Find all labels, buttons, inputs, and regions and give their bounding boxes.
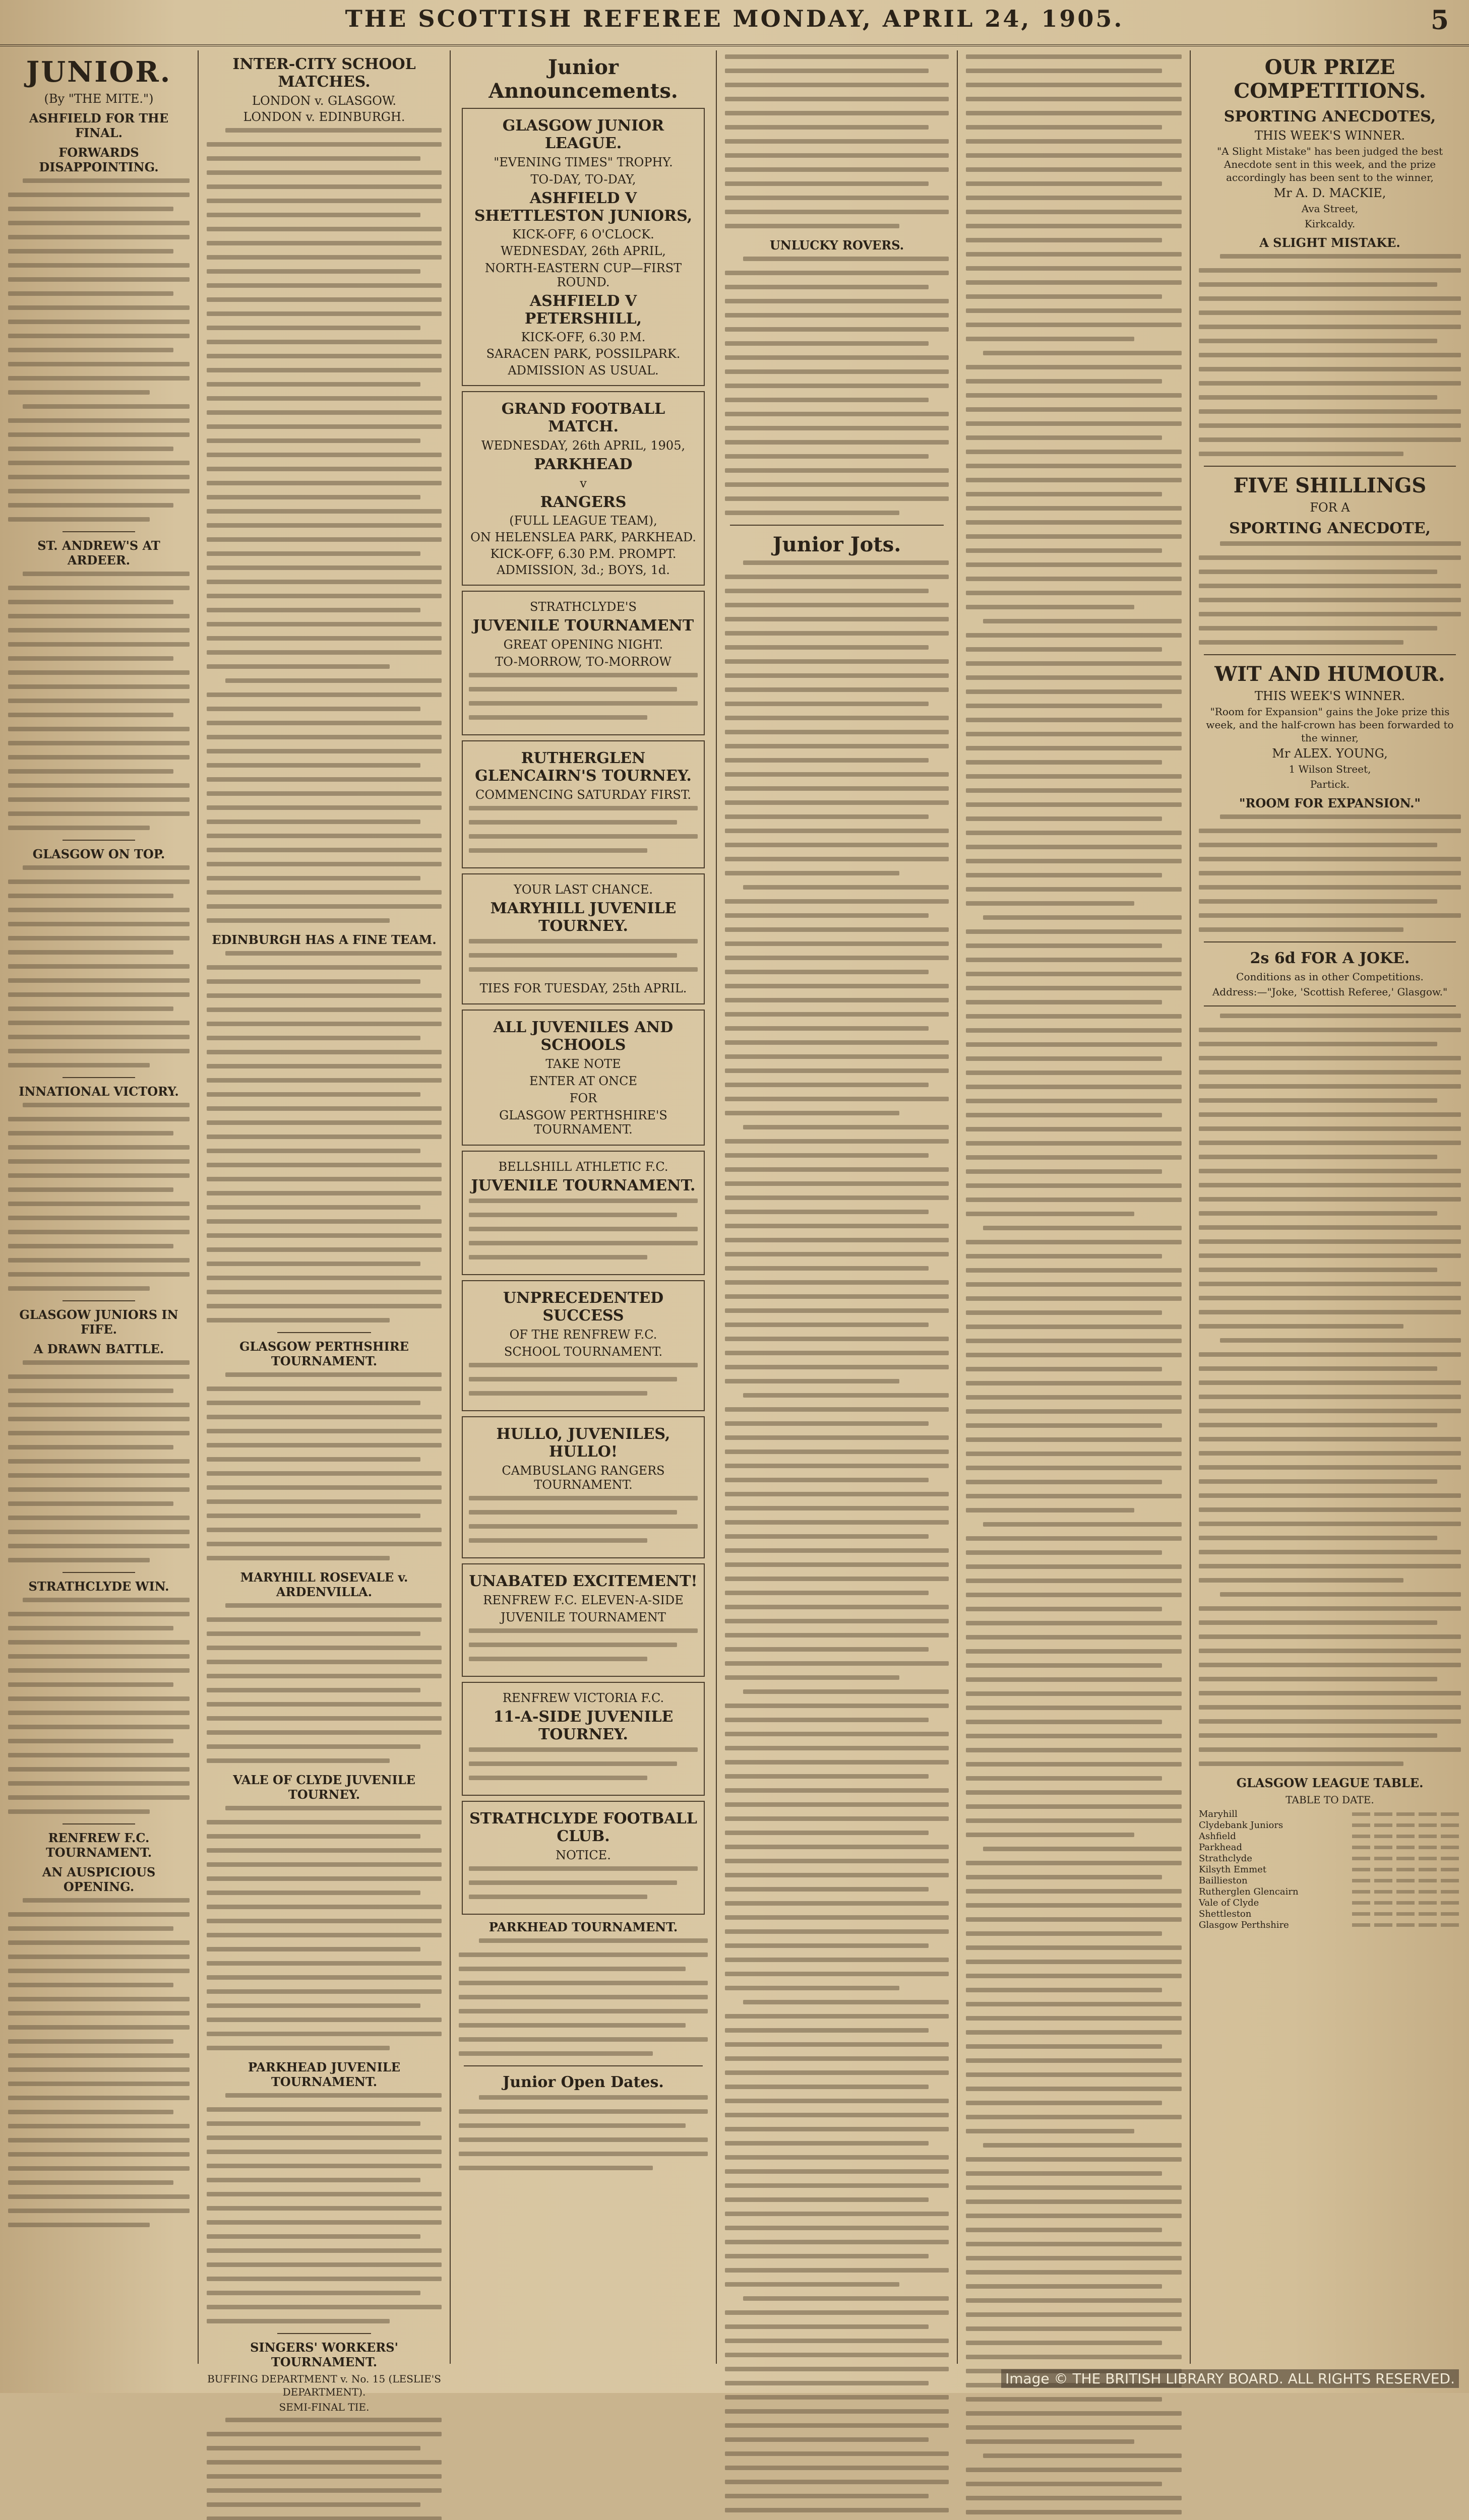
winner-address: Ava Street,	[1301, 203, 1359, 215]
table-cell	[1352, 1923, 1370, 1927]
table-cell	[1396, 1912, 1415, 1916]
advert-line: v	[580, 476, 587, 490]
table-cell	[1374, 1868, 1392, 1871]
advert-title: JUVENILE TOURNAMENT.	[471, 1177, 696, 1194]
subheading: LONDON v. EDINBURGH.	[243, 110, 405, 124]
subheading: STRATHCLYDE WIN.	[28, 1579, 169, 1594]
advert-line: ENTER AT ONCE	[529, 1074, 637, 1088]
table-cell	[1352, 1835, 1370, 1838]
article-text	[207, 951, 442, 1322]
article-text	[207, 1372, 442, 1560]
article-text	[8, 865, 190, 1067]
column-4	[717, 50, 957, 2364]
table-cell	[1396, 1812, 1415, 1816]
team-name: Parkhead	[1199, 1842, 1243, 1853]
advert-line: SCHOOL TOURNAMENT.	[504, 1345, 663, 1359]
subheading: A DRAWN BATTLE.	[33, 1342, 164, 1356]
table-cell	[1419, 1868, 1437, 1871]
subheading: ASHFIELD FOR THE FINAL.	[29, 111, 169, 140]
subheading: GLASGOW JUNIORS IN FIFE.	[19, 1307, 178, 1337]
advert-strathclyde-tournament	[462, 591, 705, 735]
advert-line: TAKE NOTE	[545, 1057, 621, 1071]
column-5	[958, 50, 1190, 2364]
winner-address: 1 Wilson Street,	[1289, 763, 1371, 775]
winner-name: Mr ALEX. YOUNG,	[1272, 746, 1388, 761]
subheading: SINGERS' WORKERS' TOURNAMENT.	[250, 2340, 398, 2369]
article-text	[459, 2095, 708, 2170]
advert-line: RENFREW F.C. ELEVEN-A-SIDE	[483, 1593, 684, 1607]
subheading: SPORTING ANECDOTE,	[1229, 520, 1431, 537]
story-title: "ROOM FOR EXPANSION."	[1239, 796, 1421, 810]
advert-title: UNABATED EXCITEMENT!	[469, 1572, 698, 1590]
article-text	[8, 1360, 190, 1562]
table-row	[1199, 1897, 1461, 1908]
advert-line: RENFREW VICTORIA F.C.	[502, 1691, 664, 1705]
table-cell	[1396, 1890, 1415, 1894]
advert-maryhill-juvenile	[462, 873, 705, 1004]
advert-line: GLASGOW PERTHSHIRE'S TOURNAMENT.	[499, 1108, 667, 1137]
table-cell	[1352, 1912, 1370, 1916]
advert-title: ALL JUVENILES AND SCHOOLS	[493, 1019, 674, 1054]
table-row	[1199, 1831, 1461, 1842]
advert-line: NOTICE.	[556, 1848, 611, 1862]
team-name: Shettleston	[1199, 1908, 1252, 1919]
table-row	[1199, 1864, 1461, 1875]
subheading: UNLUCKY ROVERS.	[769, 238, 904, 253]
table-row	[1199, 1908, 1461, 1919]
article-text	[459, 1938, 708, 2056]
table-cell	[1352, 1846, 1370, 1849]
article-text	[8, 178, 190, 522]
advert-glasgow-junior-league	[462, 108, 705, 386]
advert-line: RANGERS	[540, 493, 627, 511]
subheading: VALE OF CLYDE JUVENILE TOURNEY.	[233, 1773, 415, 1802]
advert-line: KICK-OFF, 6.30 P.M.	[521, 330, 646, 344]
advert-line: ADMISSION, 3d.; BOYS, 1d.	[497, 563, 670, 577]
article-text	[207, 1603, 442, 1763]
advert-line: (FULL LEAGUE TEAM),	[509, 514, 657, 528]
advert-bellshill-athletic	[462, 1151, 705, 1275]
subheading: THIS WEEK'S WINNER.	[1254, 689, 1405, 703]
table-cell	[1441, 1879, 1459, 1882]
subheading: Junior Open Dates.	[503, 2073, 664, 2091]
advert-line: WEDNESDAY, 26th APRIL, 1905,	[481, 438, 686, 453]
advert-title: MARYHILL JUVENILE TOURNEY.	[490, 900, 677, 935]
page-number: 5	[1430, 5, 1449, 36]
article-text	[966, 54, 1182, 2520]
article-text	[207, 128, 442, 923]
winner-name: Mr A. D. MACKIE,	[1273, 186, 1386, 200]
winner-text: "A Slight Mistake" has been judged the best Anecdote sent in this week, and the prize accordingly has been sent to the winner,	[1216, 145, 1443, 183]
column-6-prize-competitions	[1191, 50, 1469, 2364]
advert-line: PARKHEAD	[534, 456, 633, 473]
table-cell	[1374, 1912, 1392, 1916]
advert-strathclyde-fc	[462, 1801, 705, 1915]
story-title: A SLIGHT MISTAKE.	[1259, 235, 1400, 250]
subheading: PARKHEAD JUVENILE TOURNAMENT.	[248, 2060, 400, 2089]
column-3-announcements	[451, 50, 716, 2364]
advert-renfrew-victoria	[462, 1682, 705, 1796]
table-row	[1199, 1875, 1461, 1886]
table-cell	[1352, 1868, 1370, 1871]
advert-grand-football-match	[462, 391, 705, 586]
table-cell	[1419, 1835, 1437, 1838]
article-text	[1199, 541, 1461, 645]
advert-line: OF THE RENFREW F.C.	[509, 1328, 657, 1342]
subheading: MARYHILL ROSEVALE v. ARDENVILLA.	[240, 1570, 408, 1599]
advert-title: 11-A-SIDE JUVENILE TOURNEY.	[493, 1708, 674, 1743]
advert-line: SARACEN PARK, POSSILPARK.	[486, 347, 681, 361]
winner-text: "Room for Expansion" gains the Joke prize this week, and the half-crown has been forwarded to the winner,	[1206, 706, 1454, 744]
advert-renfrew-eleven	[462, 1563, 705, 1677]
advert-rutherglen-glencairn	[462, 740, 705, 868]
table-cell	[1419, 1923, 1437, 1927]
article-text	[1199, 814, 1461, 932]
table-title: GLASGOW LEAGUE TABLE.	[1236, 1776, 1424, 1790]
subheading: FORWARDS DISAPPOINTING.	[39, 145, 159, 174]
subheading: SEMI-FINAL TIE.	[279, 2401, 370, 2413]
subheading: AN AUSPICIOUS OPENING.	[42, 1865, 156, 1894]
table-cell	[1374, 1901, 1392, 1905]
winner-address: Partick.	[1310, 778, 1350, 790]
article-text	[8, 1598, 190, 1814]
table-cell	[1419, 1901, 1437, 1905]
advert-line: CAMBUSLANG RANGERS TOURNAMENT.	[502, 1464, 665, 1492]
table-cell	[1396, 1923, 1415, 1927]
table-cell	[1441, 1912, 1459, 1916]
advert-title: STRATHCLYDE FOOTBALL CLUB.	[469, 1810, 697, 1845]
subheading: GLASGOW PERTHSHIRE TOURNAMENT.	[239, 1339, 409, 1368]
subheading: FOR A	[1310, 500, 1350, 515]
advert-line: TO-DAY, TO-DAY,	[530, 172, 636, 186]
advert-line: ASHFIELD V PETERSHILL,	[524, 292, 642, 328]
table-cell	[1352, 1812, 1370, 1816]
advert-line: JUVENILE TOURNAMENT	[501, 1610, 666, 1624]
table-cell	[1396, 1901, 1415, 1905]
table-cell	[1396, 1835, 1415, 1838]
team-name: Maryhill	[1199, 1808, 1238, 1819]
table-cell	[1419, 1823, 1437, 1827]
advert-glasgow-perthshire	[462, 1010, 705, 1146]
team-name: Ashfield	[1199, 1831, 1236, 1842]
subheading: SPORTING ANECDOTES,	[1223, 108, 1436, 125]
advert-line: ASHFIELD V SHETTLESTON JUNIORS,	[474, 190, 693, 225]
team-name: Glasgow Perthshire	[1199, 1919, 1289, 1930]
subheading: RENFREW F.C. TOURNAMENT.	[45, 1831, 152, 1860]
advert-line: KICK-OFF, 6 O'CLOCK.	[512, 227, 654, 241]
table-cell	[1374, 1823, 1392, 1827]
table-cell	[1374, 1812, 1392, 1816]
advert-title: RUTHERGLEN GLENCAIRN'S TOURNEY.	[475, 749, 692, 785]
subheading: ST. ANDREW'S AT ARDEER.	[37, 538, 160, 568]
article-text	[1199, 1014, 1461, 1766]
table-cell	[1441, 1846, 1459, 1849]
table-cell	[1396, 1857, 1415, 1860]
table-cell	[1441, 1823, 1459, 1827]
team-name: Rutherglen Glencairn	[1199, 1886, 1299, 1897]
conditions-text: Conditions as in other Competitions.	[1236, 971, 1424, 983]
team-name: Vale of Clyde	[1199, 1897, 1259, 1908]
table-subtitle: TABLE TO DATE.	[1286, 1794, 1374, 1806]
table-cell	[1441, 1923, 1459, 1927]
subheading: INNATIONAL VICTORY.	[19, 1084, 179, 1099]
advert-title: JUVENILE TOURNAMENT	[472, 617, 694, 635]
table-cell	[1374, 1890, 1392, 1894]
table-cell	[1396, 1879, 1415, 1882]
table-cell	[1352, 1823, 1370, 1827]
subheading: BUFFING DEPARTMENT v. No. 15 (LESLIE'S DEPARTMENT).	[207, 2373, 441, 2398]
table-cell	[1352, 1890, 1370, 1894]
advert-line: FOR	[569, 1091, 597, 1105]
table-cell	[1396, 1846, 1415, 1849]
table-row	[1199, 1808, 1461, 1819]
advert-cambuslang-rangers	[462, 1416, 705, 1558]
column-2	[199, 50, 450, 2413]
winner-address: Kirkcaldy.	[1304, 218, 1356, 230]
table-cell	[1352, 1901, 1370, 1905]
table-row	[1199, 1842, 1461, 1853]
table-cell	[1374, 1835, 1392, 1838]
advert-line: TO-MORROW, TO-MORROW	[495, 655, 671, 669]
league-table	[1199, 1808, 1461, 1930]
advert-line: "EVENING TIMES" TROPHY.	[494, 155, 673, 169]
advert-title: UNPRECEDENTED SUCCESS	[503, 1289, 664, 1325]
table-cell	[1441, 1835, 1459, 1838]
article-text	[8, 572, 190, 830]
table-cell	[1396, 1868, 1415, 1871]
team-name: Clydebank Juniors	[1199, 1819, 1283, 1831]
article-text	[725, 54, 949, 228]
byline: (By "THE MITE.")	[44, 92, 154, 106]
subheading: GLASGOW ON TOP.	[32, 847, 165, 861]
article-text	[207, 2093, 442, 2323]
advert-line: WEDNESDAY, 26th APRIL,	[501, 244, 666, 258]
advert-line: ADMISSION AS USUAL.	[508, 363, 659, 377]
team-name: Strathclyde	[1199, 1853, 1252, 1864]
section-heading: Junior Jots.	[772, 533, 901, 556]
advert-line: ON HELENSLEA PARK, PARKHEAD.	[470, 530, 696, 544]
subheading: 2s 6d FOR A JOKE.	[1250, 950, 1410, 967]
masthead-title: THE SCOTTISH REFEREE MONDAY, APRIL 24, 1905.	[345, 5, 1124, 32]
subheading: LONDON v. GLASGOW.	[252, 94, 396, 108]
advert-line: TIES FOR TUESDAY, 25th APRIL.	[479, 981, 687, 995]
article-text	[207, 1806, 442, 2050]
copyright-notice: Image © THE BRITISH LIBRARY BOARD. ALL RIGHTS RESERVED.	[1001, 2369, 1459, 2388]
table-cell	[1396, 1823, 1415, 1827]
subheading: FIVE SHILLINGS	[1233, 474, 1427, 497]
advert-line: STRATHCLYDE'S	[530, 600, 637, 614]
section-heading: Junior Announcements.	[488, 55, 678, 103]
advert-line: YOUR LAST CHANCE.	[514, 883, 653, 897]
article-text	[8, 1103, 190, 1291]
subheading: THIS WEEK'S WINNER.	[1254, 129, 1405, 143]
table-row	[1199, 1853, 1461, 1864]
table-cell	[1374, 1846, 1392, 1849]
table-cell	[1419, 1912, 1437, 1916]
section-heading: JUNIOR.	[26, 55, 172, 89]
advert-title: HULLO, JUVENILES, HULLO!	[496, 1425, 670, 1461]
advert-line: KICK-OFF, 6.30 P.M. PROMPT.	[490, 547, 677, 561]
team-name: Baillieston	[1199, 1875, 1248, 1886]
section-heading: INTER-CITY SCHOOL MATCHES.	[232, 55, 416, 91]
table-cell	[1352, 1857, 1370, 1860]
article-text	[1199, 254, 1461, 456]
article-text	[8, 1898, 190, 2227]
table-cell	[1419, 1812, 1437, 1816]
team-name: Kilsyth Emmet	[1199, 1864, 1267, 1875]
table-cell	[1374, 1879, 1392, 1882]
table-cell	[1374, 1857, 1392, 1860]
masthead	[0, 0, 1469, 46]
table-cell	[1441, 1868, 1459, 1871]
table-row	[1199, 1819, 1461, 1831]
section-heading: OUR PRIZE COMPETITIONS.	[1234, 55, 1426, 103]
column-1	[0, 50, 198, 2364]
table-cell	[1441, 1890, 1459, 1894]
table-row	[1199, 1886, 1461, 1897]
advert-line: COMMENCING SATURDAY FIRST.	[475, 788, 691, 802]
advert-line: GREAT OPENING NIGHT.	[503, 638, 663, 652]
table-cell	[1419, 1879, 1437, 1882]
table-cell	[1419, 1857, 1437, 1860]
table-cell	[1441, 1812, 1459, 1816]
address-text: Address:—"Joke, 'Scottish Referee,' Glasgow."	[1212, 986, 1448, 998]
subheading: WIT AND HUMOUR.	[1214, 662, 1445, 686]
advert-renfrew-school	[462, 1280, 705, 1411]
advert-title: GRAND FOOTBALL MATCH.	[501, 400, 665, 435]
article-text	[725, 560, 949, 2520]
advert-title: GLASGOW JUNIOR LEAGUE.	[502, 117, 664, 152]
table-cell	[1374, 1923, 1392, 1927]
article-text	[725, 257, 949, 515]
subheading: EDINBURGH HAS A FINE TEAM.	[212, 932, 437, 947]
table-cell	[1441, 1901, 1459, 1905]
advert-line: NORTH-EASTERN CUP—FIRST ROUND.	[484, 261, 682, 289]
subheading: PARKHEAD TOURNAMENT.	[488, 1920, 678, 1934]
table-cell	[1419, 1890, 1437, 1894]
table-cell	[1419, 1846, 1437, 1849]
table-cell	[1352, 1879, 1370, 1882]
advert-line: BELLSHILL ATHLETIC F.C.	[498, 1160, 668, 1174]
table-cell	[1441, 1857, 1459, 1860]
table-row	[1199, 1919, 1461, 1930]
article-text	[207, 2418, 442, 2520]
